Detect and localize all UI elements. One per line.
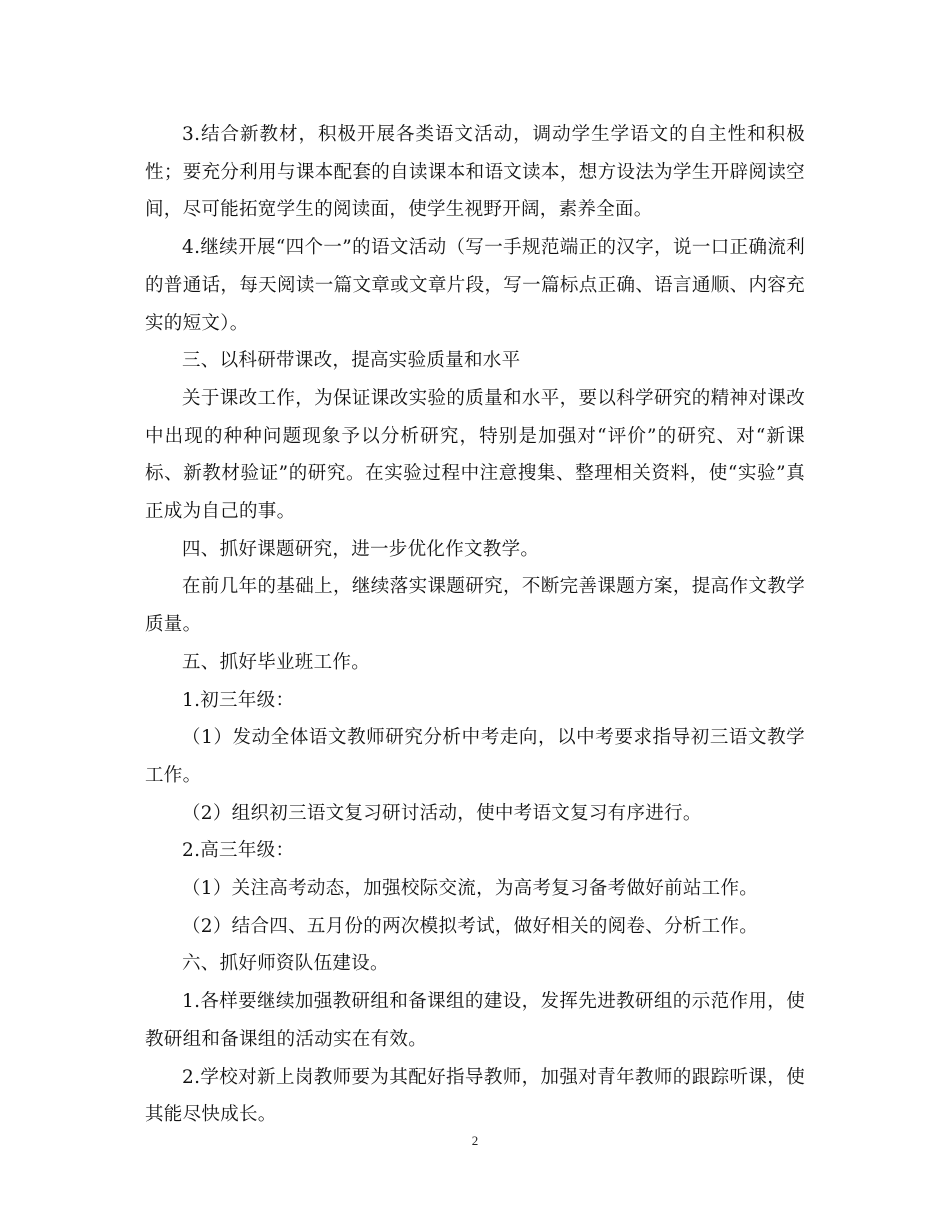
paragraph-reform-work: 关于课改工作，为保证课改实验的质量和水平，要以科学研究的精神对课改中出现的种种问题现象予以分析研究，特别是加强对“评价”的研究、对“新课标、新教材验证”的研究。在实验过程中注意搜集、整理相关资料，使“实验”真正成为自己的事。 bbox=[145, 387, 805, 523]
list-item-grade-nine-1: （1）发动全体语文教师研究分析中考走向，以中考要求指导初三语文教学工作。 bbox=[145, 727, 805, 786]
paragraph-project-research: 在前几年的基础上，继续落实课题研究，不断完善课题方案，提高作文教学质量。 bbox=[145, 576, 805, 636]
heading-teacher-team: 六、抓好师资队伍建设。 bbox=[182, 953, 389, 975]
subheading-grade-nine: 1.初三年级： bbox=[182, 689, 295, 711]
document-body bbox=[145, 116, 805, 1134]
paragraph-activities: 3.结合新教材，积极开展各类语文活动，调动学生学语文的自主性和积极性；要充分利用与课本配套的自读课本和语文读本，想方设法为学生开辟阅读空间，尽可能拓宽学生的阅读面，使学生视野开阔，素养全面。 bbox=[145, 124, 805, 221]
subheading-grade-twelve: 2.高三年级： bbox=[182, 840, 295, 862]
paragraph-new-teachers: 2.学校对新上岗教师要为其配好指导教师，加强对青年教师的跟踪听课，使其能尽快成长。 bbox=[145, 1066, 805, 1126]
list-item-grade-nine-2: （2）组织初三语文复习研讨活动，使中考语文复习有序进行。 bbox=[182, 802, 702, 824]
page-number: 2 bbox=[471, 1133, 479, 1148]
paragraph-teaching-groups: 1.各样要继续加强教研组和备课组的建设，发挥先进教研组的示范作用，使教研组和备课组的活动实在有效。 bbox=[145, 991, 805, 1050]
list-item-grade-twelve-1: （1）关注高考动态，加强校际交流，为高考复习备考做好前站工作。 bbox=[182, 878, 759, 900]
heading-graduating-classes: 五、抓好毕业班工作。 bbox=[182, 651, 371, 673]
list-item-grade-twelve-2: （2）结合四、五月份的两次模拟考试，做好相关的阅卷、分析工作。 bbox=[182, 915, 759, 937]
paragraph-four-ones: 4.继续开展“四个一”的语文活动（写一手规范端正的汉字，说一口正确流利的普通话，每天阅读一篇文章或文章片段，写一篇标点正确、语言通顺、内容充实的短文）。 bbox=[145, 237, 805, 334]
heading-project-research: 四、抓好课题研究，进一步优化作文教学。 bbox=[182, 538, 540, 560]
heading-research-reform: 三、以科研带课改，提高实验质量和水平 bbox=[182, 350, 521, 372]
